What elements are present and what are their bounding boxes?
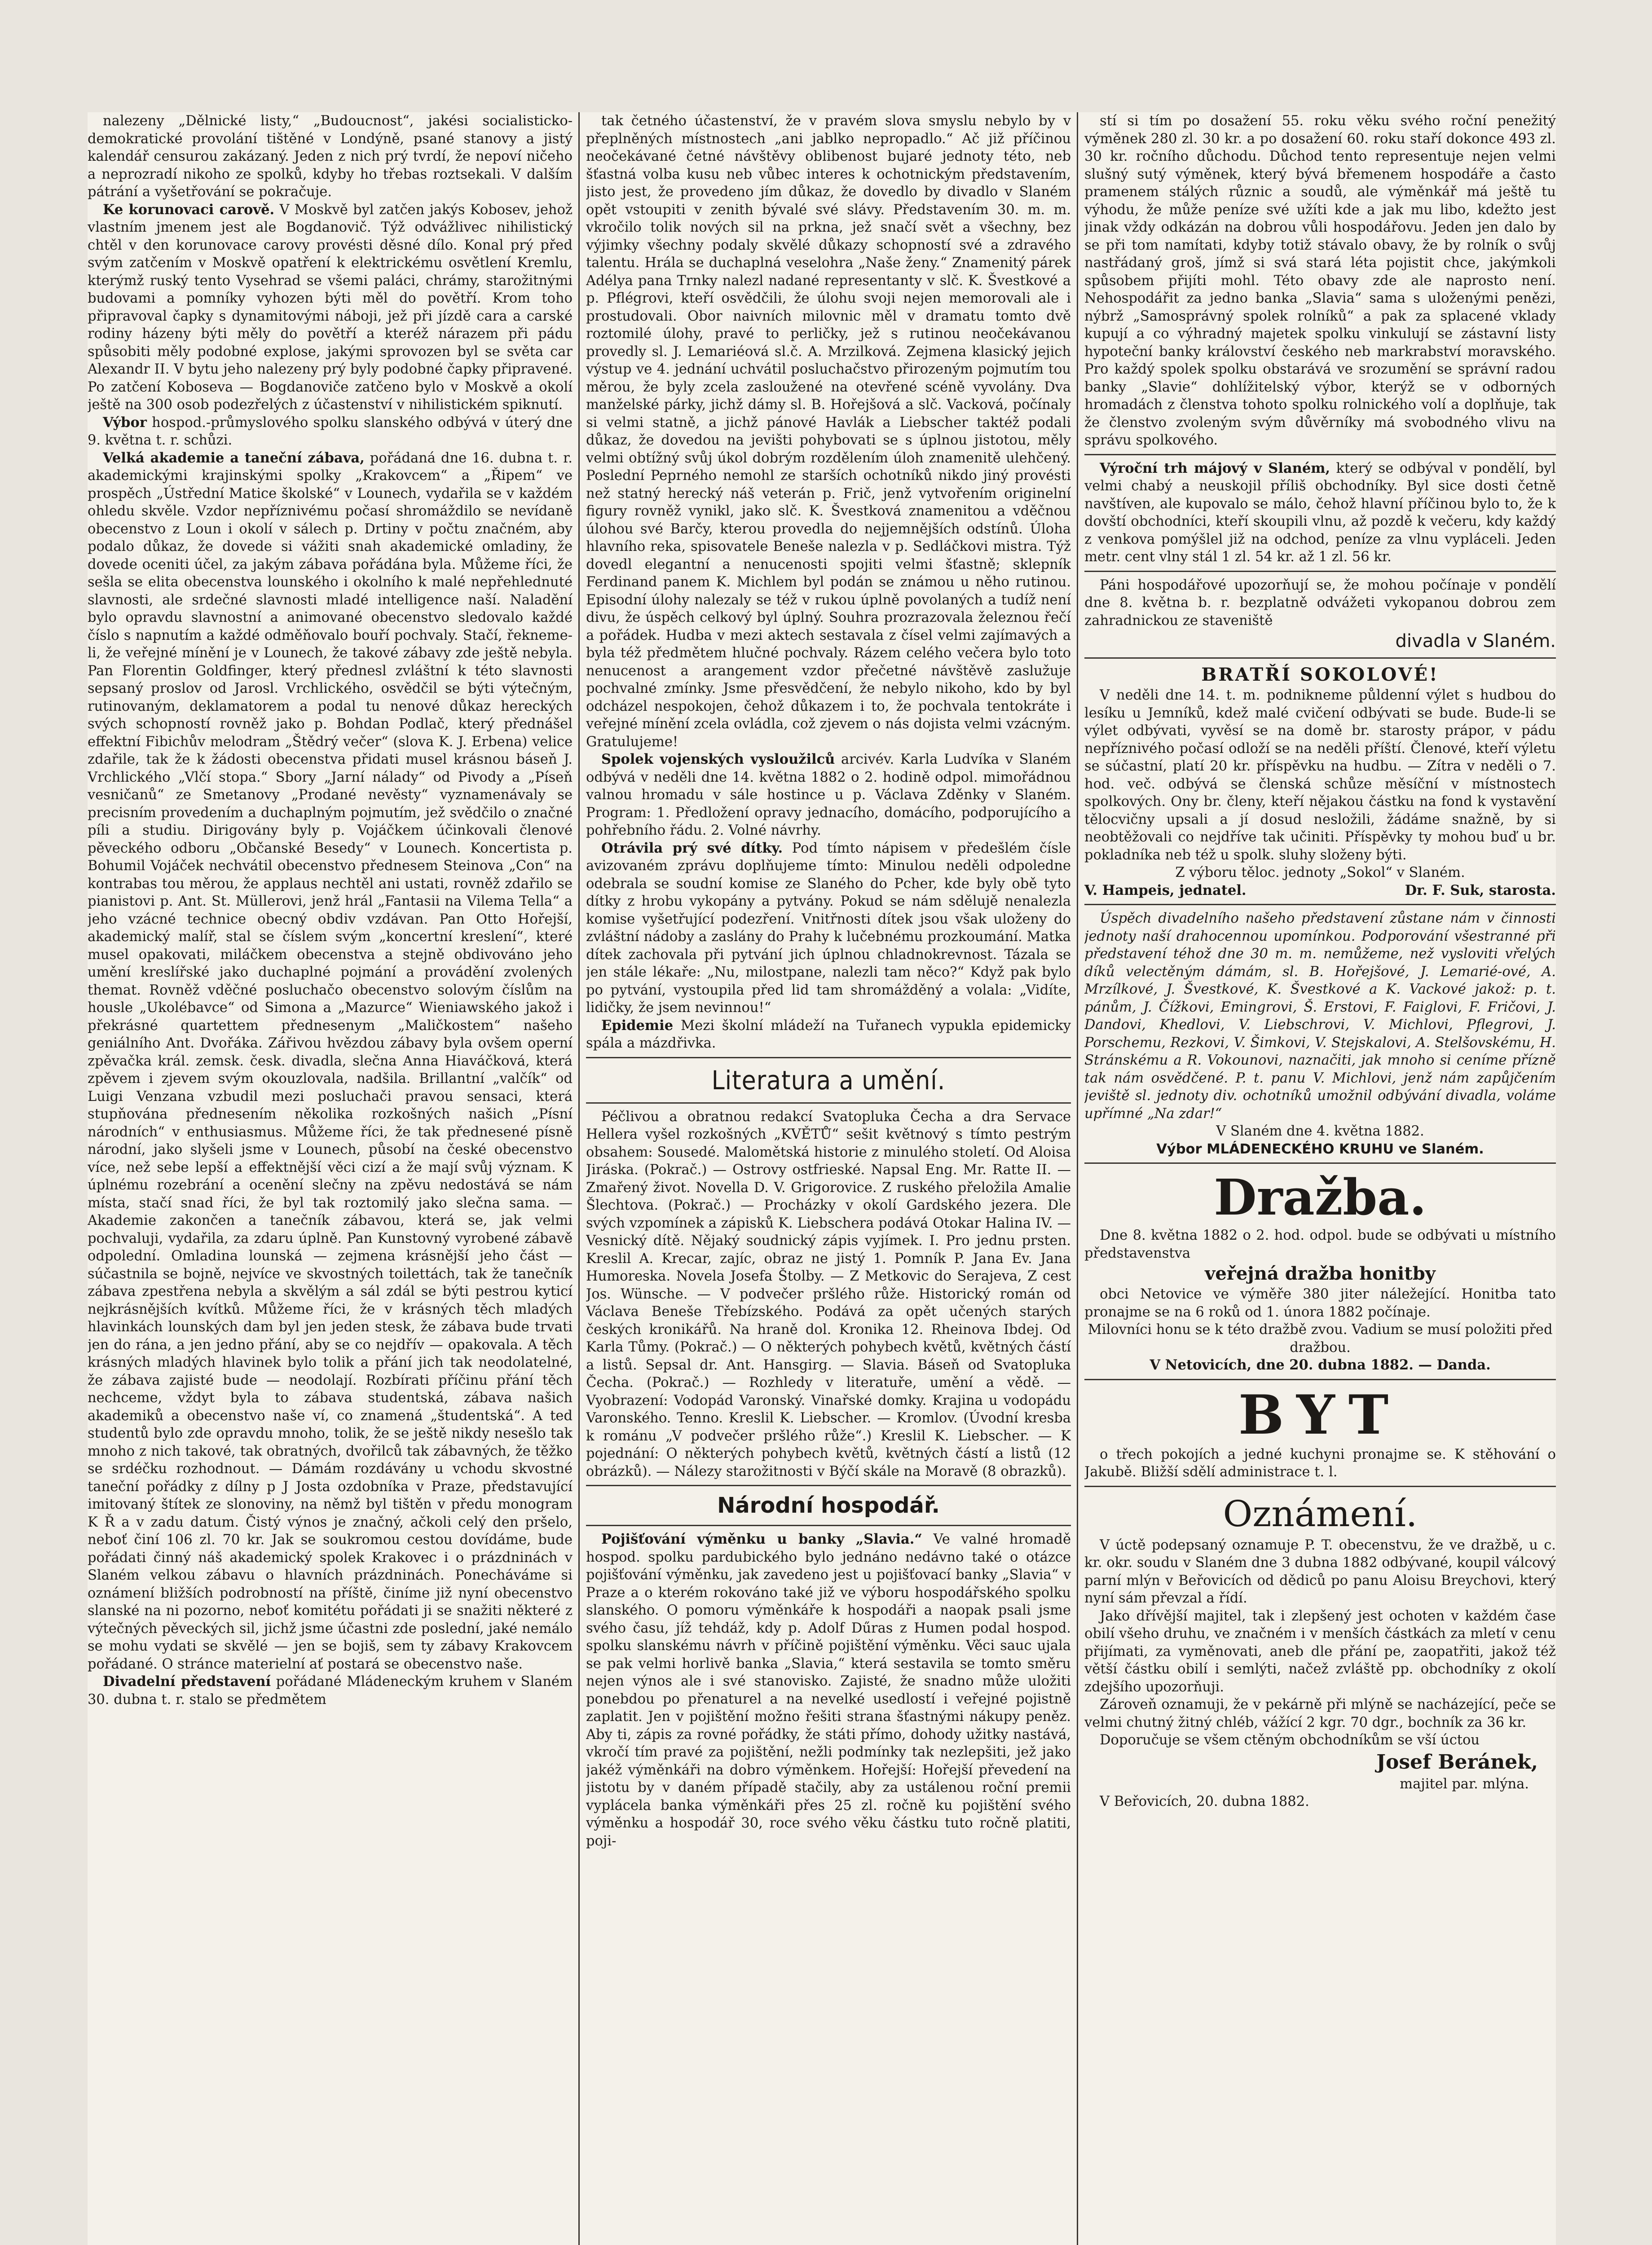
article-text: který se odbýval v pondělí, byl velmi chabý a neuskojil příliš obchodníky. Byl sice dosti četně navštíven, ale kupovalo se málo, čehož hlavní příčinou bylo to, že k dovští obchodníci, kteří skoupili vlnu, až pozdě k večeru, kdy každý z venkova pomýšlel již na odchod, peníze za vlnu vypláceli. Jeden metr. cent vlny stál 1 zl. 54 kr. až 1 zl. 56 kr. (1084, 460, 1556, 565)
signature-secretary: V. Hampeis, jednatel. (1084, 882, 1247, 898)
notice-text: Páni hospodářové upozorňují se, že mohou počínaje v pondělí dne 8. května b. r. bezplatně odvážeti vykopanou dobrou zem zahradnickou ze staveniště (1084, 577, 1556, 629)
divider (586, 1525, 1071, 1526)
article (88, 1673, 573, 1708)
divider (586, 1485, 1071, 1486)
notice-text: Jako dřívější majitel, tak i zlepšený jest ochoten v každém čase obilí všeho druhu, ve značném i v menších částkách za mletí v cenu přijímati, za vyměnovati, aneb dle přání pe, zaopatřiti, jakož též větší částku obilí i semlýti, načež zvláště pp. obchodníky z okolí zdejšího upozorňuji. (1084, 1608, 1556, 1695)
signatures (1084, 882, 1556, 900)
column-right (1084, 112, 1556, 2245)
notice-text: Úspěch divadelního našeho představení zůstane nám v činnosti jednoty naší drahocennou upomínkou. Podporování všestranné při představení téhož dne 30 m. m. nemůžeme, než vysloviti vřelých díků velectěným dámám, sl. B. Hořejšové, J. Lemarié-ové, A. Mrzílkové, J. Švestkové, K. Švestkové a K. Vackové jakož: p. t. pánům, J. Čížkovi, Emingrovi, Š. Erstovi, F. Faiglovi, F. Fričovi, J. Dandovi, Khedlovi, V. Liebschrovi, V. Michlovi, Pflegrovi, J. Porschemu, Rezkovi, V. Šimkovi, V. Stejskalovi, A. Stelšovskému, H. Stránskému a R. Vokounovi, naznačiti, jak mnoho si ceníme přízně tak nám osvědčené. P. t. panu V. Michlovi, jenž nám zapůjčením jeviště sl. jednoty div. ochotníků umožnil odbývání divadla, voláme upřímné „Na zdar!“ (1084, 911, 1556, 1122)
article-heading: Ke korunovaci carově. (103, 201, 275, 218)
divider (1084, 571, 1556, 572)
notice-emphasis: divadla v Slaném. (1395, 631, 1556, 651)
article-text: pořádaná dne 16. dubna t. r. akademickými krajinskými spolky „Krakovcem“ a „Řipem“ ve prospěch „Ústřední Matice školské“ v Lounech, vydařila se v každém ohledu skvěle. Vzdor nepříznivému počasí shromáždilo se nevídaně obecenstvo z Loun i okolí v sálech p. Drtiny v počtu značném, aby podalo důkaz, že dovede si vážiti snah akademické omladiny, že dovede oceniti účel, za jakým zábava pořádána byla. Můžeme říci, že sešla se elita obecenstva lounského i okolního k malé nepřehlednuté slavnosti, ale srdečné slavnosti mladé intelligence naší. Naladění bylo opravdu slavnostní a animované obecenstvo sledovalo každé číslo s napnutím a každé odměňovalo bouří pochvaly. Stačí, řekneme-li, že veřejné mínění je v Lounech, že takové zábavy zde ještě nebyla. Pan Florentin Goldfinger, který přednesl zvláštní k této slavnosti sepsaný proslov od Jarosl. Vrchlického, osvědčil se býti výtečným, rutinovaným, deklamatorem a podal tu nenové důkaz hereckých svých schopností rovněž jako p. Bohdan Podlač, který přednášel effektní Fibichův melodram „Štědrý večer“ (slova K. J. Erbena) velice zdařile, tak že k žádosti obecenstva přidati musel krásnou báseň J. Vrchlického „Vlčí stopa.“ Sbory „Jarní nálady“ od Pivody a „Píseň vesničanů“ ze Smetanovy „Prodané nevěsty“ vyznamenávaly se precisním provedením a duchaplným pojmutím, jež svědčilo o značné píli a studiu. Dirigovány byly p. Vojáčkem účinkovali členové pěveckého odboru „Občanské Besedy“ v Lounech. Koncertista p. Bohumil Vojáček nechvátil obecenstvo přednesem Steinova „Con“ na kontrabas tou měrou, že applaus nechtěl ani ustati, rovněž zdařilo se pianistovi p. Ant. St. Müllerovi, jenž hrál „Fantasii na Vilema Tella“ a jeho vzácné technice obecný obdiv vzdávan. Pan Otto Hořejší, akademický malíř, stal se číslem svým „koncertní kreslení“, které musel opakovati, miláčkem obecenstva a stejně obdivováno jeho umění kreslířské jako duchaplné pojmání a provádění zvolených themat. Rovněž vděčné posluchačo obecenstvo solovým číslům na housle „Ukolébavce“ od Simona a „Mazurce“ Wieniawského jakož i překrásné quartettem přednesenym „Maličkostem“ našeho geniálního Ant. Dvořáka. Zářivou hvězdou zábavy byla ovšem operní zpěvačka král. zemsk. česk. divadla, slečna Anna Hiaváčková, která zpěvem i zjevem svým okouzlovala, nadšila. Brillantní „valčík“ od Luigi Venzana vzbudil mezi posluchači pravou sensaci, která stupňována přednesením několika rozkošných našich „Písní národních“ v enthusiasmus. Můžeme říci, že tak přednesené písně národní, jako slyšeli jsme v Lounech, působí na české obecenstvo více, než sebe lepší a effektnější věci cizí a že mají svůj význam. K úplnému rozebrání a ocenění slečny na zpěvu nedostává se nám místa, stačí snad říci, že byl tak roztomilý jako slečna sama. — Akademie zakončen a tanečník zábavou, která se, jak velmi pochvaluji, vydařila, za zdaru úplně. Pan Kunstovný vyrobené zábavě odpolední. Omladina lounská — zejmena krásnější jeho část — súčastnila se bojně, nejvíce ve skvostných toilettách, tak že tanečník zábava zpestřena nebyla a skvělým a sál zdál se býti pestrou kyticí nejkrásnějších kvítků. Můžeme říci, že v krásných těch mladých hlavinkách lounských dam byl jen jeden stesk, že zábava bude trvati jen do rána, a jen jedno přání, aby se co nejdřív — opakovala. A těch krásných mladých hlavinek bylo tolik a přání jich tak neodolatelné, že zábava zajisté bude — neodolají. Rozbírati příčinu přání těch nechceme, vždyt byla to zábava studentská, zábava našich akademiků a obecenstvo naše ví, co znamená „študentská“. A ted studentů bylo zde opravdu mnoho, tolik, že se ještě nikdy nesešlo tak mnoho z nich takové, tak obratných, dvořilců tak zábavných, že těžko se srdéčku rozhodnout. — Dámám rozdávány u vchodu skvostné taneční pořádky z dílny p J Josta ozdobníka v Praze, představující imitovaný štítek ze slonoviny, na němž byl tištěn v předu monogram K Ř a v zadu datum. Čistý výnos je značný, ačkoli celý den pršelo, neboť činí 106 zl. 70 kr. Jak se soukromou cestou dovídáme, bude pořádati činný náš akademický spolek Krakovec i o prázdninách v Slaném velkou zábavu o hlavních prázdninách. Ponecháváme si oznámení bližších podrobností na příště, činíme již nyní obecenstvo slanské na ni pozorno, neboť komitétu pořádati ji se snažiti některé z výtečných pěveckých sil, jichž jsme účastni zde poslední, jaké nemálo se mohu vydati se skvělé — jen se bojiš, sem ty zábavy Krakovcem pořádané. O stránce materielní ať postará se obecenstvo naše. (88, 450, 573, 1672)
article (586, 1017, 1071, 1052)
article-text: Ve valné hromadě hospod. spolku pardubického bylo jednáno nedávno také o otázce pojišťování výměnku, jak zavedeno jest u pojišťovací banky „Slavia“ v Praze a o kterém rokováno také již ve výboru hospodářského spolku slanského. O pomoru výměnkáře k hospodáři a naopak psali jsme svého času, jíž tehdáž, kdy p. Adolf Dűras z Humen podal hospod. spolku slanskému návrh v příčině pojištění výměnku. Věci sauc ujala se pak velmi horlivě banka „Slavia,“ která sestavila se tomto směru nejen výnos ale i své stanovisko. Zajisté, že snadno může uložiti ponebdou po přenaturel a na nevelké usedlostí i veřejné pojistně zaplatit. Jen v pojištění možno řešiti strana šťastnými nákupy peněz. Aby ti, zápis za rovné pořádky, že státi přímo, dohody užitky nastává, vkročí tím pravé za pojištění, nežli podmínky tak nezlepšiti, jež jako jakéž výměnkáři na dobro výměnkem. Hořejší: Hořejší převedení na jistotu by v daném případě stačily, aby za ustálenou roční premii vyplácela banka výměnkáři přes 25 zl. ročně ku pojištění svého výměnku a hospodář 30, roce svého věku částku tuto ročně platiti, poji- (586, 1532, 1071, 1849)
notice-date: V Beřovicích, 20. dubna 1882. (1100, 1794, 1309, 1809)
article (586, 751, 1071, 840)
signature-name: Josef Beránek, (1376, 1750, 1538, 1774)
article (88, 449, 573, 1673)
article-text: Pod tímto nápisem v předešlém čísle avizovaném zprávu doplňujeme tímto: Minulou neděli odpoledne odebrala se soudní komise ze Slaného do Pcher, kde byly obě tyto dítky z hrobu vykopány a pytvány. Pokud se nám sdělujě nenalezla komise vyšetřující podezření. Vnitřnosti dítek jsou však uloženy do zvláštní nádoby a zaslány do Prahy k lučebnému prozkoumání. Matka dítek zachovala při pytvání jich úplnou chladnokrevnost. Tázala se jen stále lékaře: „Nu, milostpane, nalezli tam něco?“ Když pak bylo po pytvání, vystoupila před lid tam shromážděný a volala: „Vidíte, lidičky, že jsem nevinnou!“ (586, 840, 1071, 1016)
signature-title: majitel par. mlýna. (1400, 1776, 1529, 1792)
article-heading: Otrávila prý své dítky. (601, 840, 783, 856)
divider (1084, 904, 1556, 905)
article (586, 1531, 1071, 1850)
notice-text: o třech pokojích a jedné kuchyni pronajme se. K stěhování o Jakubě. Bližší sdělí administrace t. l. (1084, 1446, 1556, 1480)
divider (1084, 1486, 1556, 1487)
article-text: pořádané Mládeneckým kruhem v Slaném 30. dubna t. r. stalo se předmětem (88, 1674, 573, 1708)
auction-subject: veřejná dražba honitby (1205, 1263, 1436, 1284)
article-text: hospod.-průmyslového spolku slanského odbývá v úterý dne 9. května t. r. schůzi. (88, 414, 573, 448)
announcement-title: Oznámení. (1223, 1492, 1418, 1535)
article (586, 840, 1071, 1017)
notice-text: Milovníci honu se k této dražbě zvou. Vadium se musí položiti před dražbou. (1088, 1322, 1553, 1356)
article-heading: Pojišťování výměnku u banky „Slavia.“ (601, 1531, 922, 1547)
divider (1084, 1162, 1556, 1164)
article-text: V Moskvě byl zatčen jakýs Kobosev, jehož vlastním jmenem jest ale Bogdanovič. Týž odvážlivec nihilistický chtěl v den korunovace carovy provésti děsné dílo. Konal prý před svým zatčením v Moskvě opatření k elektrickému osvětlení Kremlu, kterýmž ruský tento Vysehrad se všemi paláci, chrámy, starožitnými budovami a pomníky vyhozen býti měl do povětří. Krom toho připravoval čapky s dynamitovými náboji, jež při jízdě cara a carské rodiny házeny býti měly do povětří a kteréž nárazem při pádu spůsobiti měly podobné explose, jakými sprovozen byl se světa car Alexandr II. V bytu jeho nalezeny prý byly podobné čapky připravené. Po zatčení Koboseva — Bogdanoviče zatčeno bylo v Moskvě a okolí ještě na 300 osob podezřelých z účastenství v nihilistickém spiknutí. (88, 202, 573, 413)
notice-text: Doporučuje se všem ctěným obchodníkům se vší úctou (1100, 1732, 1480, 1748)
auction-title: Dražba. (1214, 1168, 1427, 1226)
article-text: stí si tím po dosažení 55. roku věku svého roční penežitý výměnek 280 zl. 30 kr. a po dosažení 60. roku staří dokonce 493 zl. 30 kr. ročního důchodu. Důchod tento representuje nejen velmi slušný sutý výměnek, který bývá břemenem hospodáře a často pramenem stálých různic a soudů, ale výměnkář má ještě tu výhodu, že může peníze své užíti kde a jak mu libo, kdežto jest jinak vždy odkázán na dobrou vůli hospodářovu. Jeden jen dalo by se při tom namítati, kdyby totiž stávalo obavy, že by rolník o svůj nastřádaný groš, jímž si svá stará léta pojistit chce, jakýmkoli spůsobem přijíti mohl. Této obavy zde ale naprosto není. Nehospodářit za jedno banka „Slavia“ sama s uloženými penězi, nýbrž „Samosprávný spolek rolníků“ a pak za splacené vklady kupují a co výhradný majetek spolku vinkulují se zástavní listy hypoteční banky království českého neb markrabství moravského. Pro každý spolek spolku obstarává ve srozumění se správní radou banky „Slavie“ dohlížitelský výbor, kterýž se v odborných hromadách z členstva tohoto spolku rolnického volí a doplňuje, tak že členstvo zvoleným svým důvěrníky má svobodného vlivu na správu spolkového. (1084, 113, 1556, 448)
article-text: tak četného účastenství, že v pravém slova smyslu nebylo by v přeplněných místnostech „ani jablko nepropadlo.“ Ač již příčinou neočekávané četné návštěvy oblibenost bujaré jednoty této, neb šťastná volba kusu neb vůbec interes k ochotnickým představením, jisto jest, že provedeno jím důkaz, že dovedlo by divadlo v Slaném opět vstoupiti v zenith bývalé své slávy. Představením 30. m. m. vkročilo tolik nových sil na prkna, jež snačí svět a všechny, bez výjimky všechny podaly skvělé důkazy schopností své a zdravého talentu. Hrála se duchaplná veselohra „Naše ženy.“ Znamenitý párek Adélya pana Trnky nalezl nadané representanty v slč. K. Švestkové a p. Pflégrovi, kteří osvědčili, že úlohu svoji nejen memorovali ale i prostudovali. Obor naivních milovnic měl v dramatu tomto dvě roztomilé úlohy, pravé to perličky, jež s rutinou neočekávanou provedly sl. J. Lemariéová sl.č. A. Mrzilková. Zejmena klasický jejich výstup ve 4. jednání uchvátil posluchačstvo přirozeným pojmutím tou měrou, že byly zcela zasloužené na otevřené scéně vyvolány. Dva manželské párky, jichž dámy sl. B. Hořejšová a slč. Vacková, počínaly si velmi statně, a jichž pánové Havlák a Liebscher taktéž podali důkaz, že dovedou na jevišti pohybovati se s úplnou jistotou, měly velmi obtížný svůj úkol dobrým rozdělením úloh znamenitě ulehčený. Poslední Peprného nemohl ze starších ochotníků nikdo jiný provésti než statný herecký náš veterán p. Frič, jenž vytvořením originelní figury rovněž vynikl, jako slč. K. Švestková znamenitou a vděčnou úlohou své Barčy, kterou provedla do nejjemnějších odstínů. Úloha hlavního reka, spisovatele Beneše nalezla v p. Sedláčkovi mistra. Týž dovedl elegantní a nenucenosti spojiti velmi šťastně; sklepník Ferdinand panem K. Michlem byl podán se známou u něho rutinou. Episodní úlohy nalezaly se též v rukou úplně povolaných a tudíž není divu, že úspěch celkový byl úplný. Souhra prozrazovala železnou řečí a pořádek. Hudba v mezi aktech sestavala z čísel velmi zajímavých a byla též předmětem hlučné pochvaly. Rázem celého večera bylo toto nenucenost a arangement vzdor přečetné návštěvě zaslužuje pochvalné zmínky. Jsme přesvědčení, že nebylo nikoho, kdo by byl odcházel nespokojen, čehož důkazem i to, že pochvala tentokráte i veřejné mínění zcela ovládla, což zjevem o nás dojista velmi vzácným. Gratulujeme! (586, 113, 1071, 750)
notice-date: V Netovicích, dne 20. dubna 1882. — Danda. (1150, 1357, 1491, 1373)
article-text: Péčlivou a obratnou redakcí Svatopluka Čecha a dra Servace Hellera vyšel rozkošných „KVĚTŮ“ sešit květnový s tímto pestrým obsahem: Sousedé. Malomětská historie z minulého století. Od Aloisa Jiráska. (Pokrač.) — Ostrovy ostfrieské. Napsal Eng. Mr. Ratte II. — Zmařený život. Novella D. V. Grigorovice. Z ruského přeložila Amalie Šlechtova. (Pokrač.) — Procházky v okolí Gardského jezera. Dle svých vzpomínek a zápisků K. Liebschera podává Otokar Halina IV. — Vesnický dítě. Nějaký soudnický zápis vyjímek. I. Pro jednu prsten. Kreslil A. Krecar, zajíc, obraz ne jistý 1. Pomník P. Jana Ev. Jana Humoreska. Novela Josefa Štolby. — Z Metkovic do Serajeva, Z cest Jos. Wünsche. — V podvečer pršlého růže. Historický román od Václava Beneše Třebízského. Podává za opět učených starých českých kronikářů. Na hraně dol. Kronika 12. Rheinova Ibdej. Od Karla Tůmy. (Pokrač.) — O některých pohybech květů, květných částí a listů. Sepsal dr. Ant. Hansgirg. — Slavia. Báseň od Svatopluka Čecha. (Pokrač.) — Rozhledy v literatuře, umění a vědě. — Vyobrazení: Vodopád Varonský. Vinařské domky. Krajina u vodopádu Varonského. Tenno. Kreslil K. Liebscher. — Kromlov. (Úvodní kresba k románu „V podvečer pršlého růže“.) Kreslil K. Liebscher. — K pojednání: O některých pohybech květů, květných částí a listů (12 obrázků). — Nálezy starožitnosti v Býčí skále na Moravě (8 obrazků). (586, 1109, 1071, 1479)
notice-signature: Výbor MLÁDENECKÉHO KRUHU ve Slaném. (1156, 1141, 1484, 1157)
newspaper-page (88, 112, 1556, 2245)
notice-text: V úctě podepsaný oznamuje P. T. obecenstvu, že ve dražbě, u c. kr. okr. soudu v Slaném dne 3 dubna 1882 odbývané, koupil válcový parní mlýn v Beřovicích od dědiců po panu Aloisu Breychovi, který nyní sám převzal a řídí. (1084, 1537, 1556, 1606)
signature-chairman: Dr. F. Suk, starosta. (1405, 882, 1556, 898)
notice-text: Z výboru těloc. jednoty „Sokol“ v Slaném. (1175, 865, 1465, 880)
notice-text: obci Netovice ve výměře 380 jiter náležející. Honitba tato pronajme se na 6 roků od 1. února 1882 počínaje. (1084, 1286, 1556, 1320)
article-heading: Výroční trh májový v Slaném, (1100, 460, 1330, 476)
column-middle (586, 112, 1071, 2245)
article-text: arcivév. Karla Ludvíka v Slaném odbývá v neděli dne 14. května 1882 o 2. hodině odpol. mimořádnou valnou hromadu v sále hostince u p. Václava Zděnky v Slaném. Program: 1. Předložení opravy jednacího, domácího, podporujícího a pohřebního řádu. 2. Volné návrhy. (586, 752, 1071, 838)
notice-date: V Slaném dne 4. května 1882. (1216, 1123, 1424, 1139)
sokol-heading: BRATŘÍ SOKOLOVÉ! (1201, 664, 1439, 685)
section-title-economy: Národní hospodář. (717, 1493, 940, 1518)
divider (586, 1057, 1071, 1058)
article-text: nalezeny „Dělnické listy,“ „Budoucnost“, jakési socialisticko-demokratické provolání tištěné v Londýně, psané stanovy a jistý kalendář censurou zakázaný. Jeden z nich prý tvrdí, že nepoví ničeho a neprozradí nikoho ze spolků, kdyby ho třebas roztsekali. V dalším pátrání a vyšetřování se pokračuje. (88, 113, 573, 200)
article-text: Mezi školní mládeží na Tuřanech vypukla epidemicky spála a mázdřivka. (586, 1017, 1071, 1051)
notice-text: Dne 8. května 1882 o 2. hod. odpol. bude se odbývati u místního představenstva (1084, 1228, 1556, 1261)
notice-text: V neděli dne 14. t. m. podnikneme půldenní výlet s hudbou do lesíku u Jemníků, kdež malé cvičení odbývati se bude. Bude-li se výlet odbývati, vyvěsí se na domě br. starosty prápor, v pádu nepříznivého počasí odloží se na neděli příští. Členové, kteří výletu se súčastní, platí 20 kr. příspěvku na hudbu. — Zítra v neděli o 7. hod. več. odbývá se členská schůze měsíční v místnostech spolkových. Ony br. členy, kteří nějakou částku na fond k vystavění tělocvičny upsali a jí dosud nesložili, žádáme snažně, by si neobtěžovali co nejdříve tak učiniti. Příspěvky ty mohou buď u br. pokladníka neb též u spolk. sluhy složeny býti. (1084, 687, 1556, 863)
divider (1084, 454, 1556, 455)
divider (1084, 1379, 1556, 1380)
article-heading: Výbor (103, 414, 147, 431)
column-rule (578, 112, 580, 2245)
section-title-literature: Literatura a umění. (711, 1065, 946, 1096)
article (1084, 460, 1556, 566)
article (88, 201, 573, 414)
article-heading: Spolek vojenských vysloužilců (601, 751, 835, 767)
apartment-title: BYT (1238, 1383, 1402, 1447)
notice-text: Zároveň oznamuji, že v pekárně při mlýně se nacházející, peče se velmi chutný žitný chléb, vážící 2 kgr. 70 dgr., bochník za 36 kr. (1084, 1697, 1556, 1730)
column-left (88, 112, 573, 2245)
divider (1084, 657, 1556, 659)
article-heading: Divadelní představení (103, 1673, 271, 1690)
article-heading: Velká akademie a taneční zábava, (103, 449, 365, 466)
divider (586, 1102, 1071, 1104)
article (88, 414, 573, 449)
column-rule (1077, 112, 1078, 2245)
article-heading: Epidemie (601, 1017, 674, 1034)
